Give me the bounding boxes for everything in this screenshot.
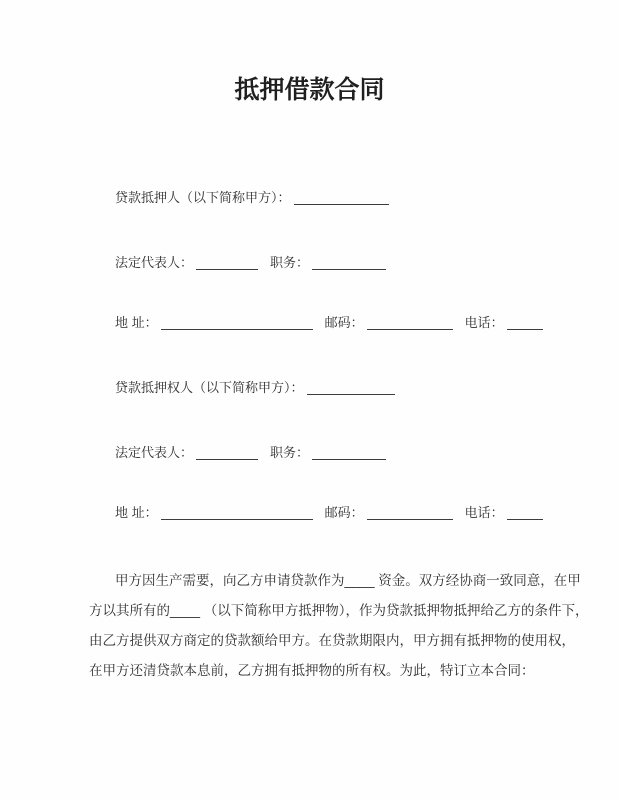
mortgagor-legal-rep-blank (196, 255, 258, 270)
mortgagee-postcode-label: 邮码： (324, 505, 364, 520)
mortgagor-name-row (115, 190, 389, 206)
preamble-line: 甲方因生产需要，向乙方申请贷款作为____ 资金。双方经协商一致同意，在甲 (115, 573, 581, 588)
mortgagor-name-blank (294, 190, 389, 205)
mortgagee-name-label: 贷款抵押权人（以下简称甲方）： (115, 380, 304, 395)
mortgagor-address-row (115, 315, 543, 331)
mortgagee-name-row (115, 380, 395, 396)
preamble-line: 在甲方还清贷款本息前，乙方拥有抵押物的所有权。为此，特订立本合同： (89, 663, 535, 678)
preamble-paragraph (89, 566, 589, 686)
mortgagor-name-label: 贷款抵押人（以下简称甲方）： (115, 190, 291, 205)
mortgagor-position-label: 职务： (270, 255, 310, 270)
mortgagor-address-label: 地 址： (115, 315, 158, 330)
mortgagor-phone-label: 电话： (464, 315, 504, 330)
preamble-line: 由乙方提供双方商定的贷款额给甲方。在贷款期限内，甲方拥有抵押物的使用权， (89, 633, 575, 648)
preamble-line: 方以其所有的____ （以下简称甲方抵押物），作为贷款抵押物抵押给乙方的条件下， (89, 603, 589, 618)
mortgagee-postcode-blank (367, 505, 453, 520)
mortgagee-legal-rep-blank (196, 445, 258, 460)
mortgagee-address-label: 地 址： (115, 505, 158, 520)
mortgagee-legal-rep-row (115, 445, 386, 461)
mortgagor-phone-blank (507, 315, 543, 330)
document-title: 抵押借款合同 (234, 76, 385, 104)
mortgagee-position-blank (312, 445, 386, 460)
mortgagee-address-row (115, 505, 543, 521)
mortgagee-name-blank (307, 380, 395, 395)
mortgagor-legal-rep-row (115, 255, 386, 271)
mortgagor-postcode-label: 邮码： (324, 315, 364, 330)
mortgagor-address-blank (161, 315, 313, 330)
mortgagor-position-blank (312, 255, 386, 270)
mortgagor-legal-rep-label: 法定代表人： (115, 255, 194, 270)
mortgagee-phone-blank (507, 505, 543, 520)
mortgagor-postcode-blank (367, 315, 453, 330)
mortgagee-phone-label: 电话： (464, 505, 504, 520)
mortgagee-legal-rep-label: 法定代表人： (115, 445, 194, 460)
mortgagee-address-blank (161, 505, 313, 520)
mortgagee-position-label: 职务： (270, 445, 310, 460)
